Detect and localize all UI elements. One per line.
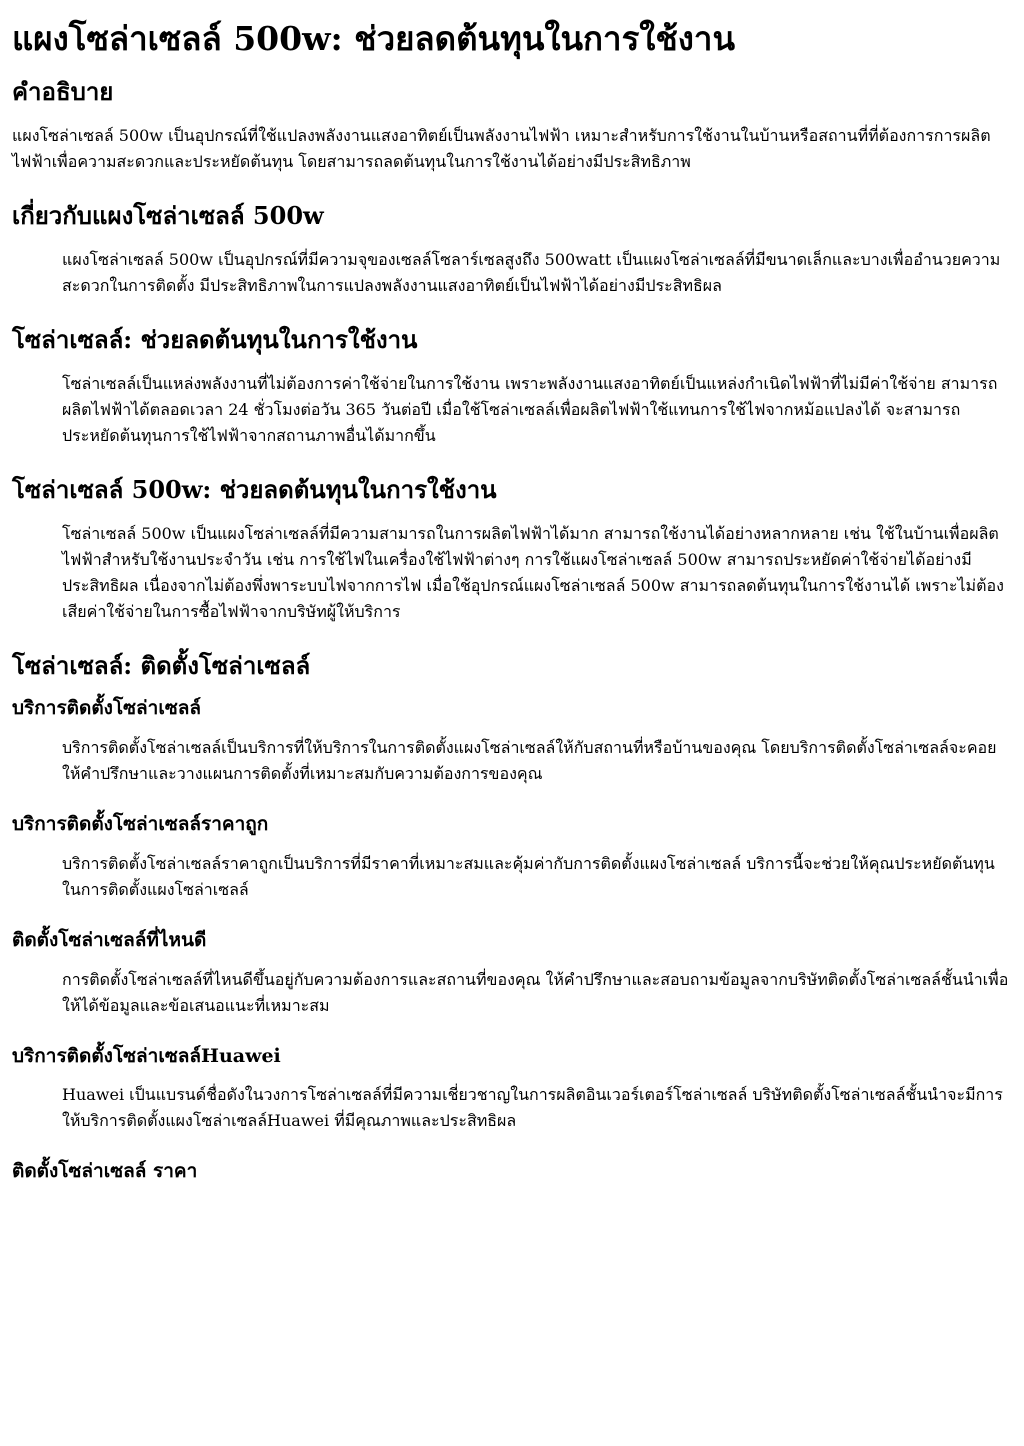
install-text-huawei: Huawei เป็นแบรนด์ชื่อดังในวงการโซล่าเซลล์ที่มีความเชี่ยวชาญในการผลิตอินเวอร์เตอร์โซล่าเซลล์ บริษัทติดตั้งโซล่าเซลล์ชั้นนำจะมีการให้บริการติดตั้งแผงโซล่าเซลล์Huawei ที่มีคุณภาพและประสิทธิผล [62, 1085, 1003, 1131]
install-text-where: การติดตั้งโซล่าเซลล์ที่ไหนดีขึ้นอยู่กับความต้องการและสถานที่ของคุณ ให้คำปรึกษาและสอบถามข้อมูลจากบริษัทติดตั้งโซล่าเซลล์ชั้นนำเพื่อให้ได้ข้อมูลและข้อเสนอแนะที่เหมาะสม [62, 969, 1009, 1015]
section-text-about: แผงโซล่าเซลล์ 500w เป็นอุปกรณ์ที่มีความจุของเซลล์โซลาร์เซลสูงถึง 500watt เป็นแผงโซล่าเซลล์ที่มีขนาดเล็กและบางเพื่ออำนวยความสะดวกในการติดตั้ง มีประสิทธิภาพในการแปลงพลังงานแสงอาทิตย์เป็นไฟฟ้าได้อย่างมีประสิทธิผล [62, 250, 1001, 296]
section-heading-cost: โซล่าเซลล์: ช่วยลดต้นทุนในการใช้งาน [12, 325, 418, 355]
install-heading: โซล่าเซลล์: ติดตั้งโซล่าเซลล์ [12, 651, 311, 681]
install-text-service: บริการติดตั้งโซล่าเซลล์เป็นบริการที่ให้บริการในการติดตั้งแผงโซล่าเซลล์ให้กับสถานที่หรือบ้านของคุณ โดยบริการติดตั้งโซล่าเซลล์จะคอยให้คำปรึกษาและวางแผนการติดตั้งที่เหมาะสมกับความต้องการของคุณ [62, 738, 997, 783]
install-subheading-price: ติดตั้งโซล่าเซลล์ ราคา [12, 1160, 198, 1183]
section-heading-500w-cost: โซล่าเซลล์ 500w: ช่วยลดต้นทุนในการใช้งาน [12, 475, 497, 505]
page-title: แผงโซล่าเซลล์ 500w: ช่วยลดต้นทุนในการใช้งาน [12, 19, 736, 58]
install-subheading-where: ติดตั้งโซล่าเซลล์ที่ไหนดี [12, 928, 207, 951]
install-subheading-cheap: บริการติดตั้งโซล่าเซลล์ราคาถูก [12, 813, 269, 835]
install-subheading-service: บริการติดตั้งโซล่าเซลล์ [12, 697, 202, 720]
description-heading: คำอธิบาย [12, 77, 114, 107]
section-text-cost: โซล่าเซลล์เป็นแหล่งพลังงานที่ไม่ต้องการค่าใช้จ่ายในการใช้งาน เพราะพลังงานแสงอาทิตย์เป็นแหล่งกำเนิดไฟฟ้าที่ไม่มีค่าใช้จ่าย สามารถผลิตไฟฟ้าได้ตลอดเวลา 24 ชั่วโมงต่อวัน 365 วันต่อปี เมื่อใช้โซล่าเซลล์เพื่อผลิตไฟฟ้าใช้แทนการใช้ไฟจากหม้อแปลงได้ จะสามารถประหยัดต้นทุนการใช้ไฟฟ้าจากสถานภาพอื่นได้มากขึ้น [62, 374, 998, 446]
section-text-500w-cost: โซล่าเซลล์ 500w เป็นแผงโซล่าเซลล์ที่มีความสามารถในการผลิตไฟฟ้าได้มาก สามารถใช้งานได้อย่างหลากหลาย เช่น ใช้ในบ้านเพื่อผลิตไฟฟ้าสำหรับใช้งานประจำวัน เช่น การใช้ไฟในเครื่องใช้ไฟฟ้าต่างๆ การใช้แผงโซล่าเซลล์ 500w สามารถประหยัดค่าใช้จ่ายได้อย่างมีประสิทธิผล เนื่องจากไม่ต้องพึ่งพาระบบไฟจากการไฟ เมื่อใช้อุปกรณ์แผงโซล่าเซลล์ 500w สามารถลดต้นทุนในการใช้งานได้ เพราะไม่ต้องเสียค่าใช้จ่ายในการซื้อไฟฟ้าจากบริษัทผู้ให้บริการ [62, 524, 1004, 622]
install-text-cheap: บริการติดตั้งโซล่าเซลล์ราคาถูกเป็นบริการที่มีราคาที่เหมาะสมและคุ้มค่ากับการติดตั้งแผงโซล่าเซลล์ บริการนี้จะช่วยให้คุณประหยัดต้นทุนในการติดตั้งแผงโซล่าเซลล์ [62, 853, 995, 899]
description-text: แผงโซล่าเซลล์ 500w เป็นอุปกรณ์ที่ใช้แปลงพลังงานแสงอาทิตย์เป็นพลังงานไฟฟ้า เหมาะสำหรับการใช้งานในบ้านหรือสถานที่ที่ต้องการการผลิตไฟฟ้าเพื่อความสะดวกและประหยัดต้นทุน โดยสามารถลดต้นทุนในการใช้งานได้อย่างมีประสิทธิภาพ [12, 126, 991, 172]
section-heading-about: เกี่ยวกับแผงโซล่าเซลล์ 500w [12, 201, 324, 231]
install-subheading-huawei: บริการติดตั้งโซล่าเซลล์Huawei [12, 1044, 281, 1067]
